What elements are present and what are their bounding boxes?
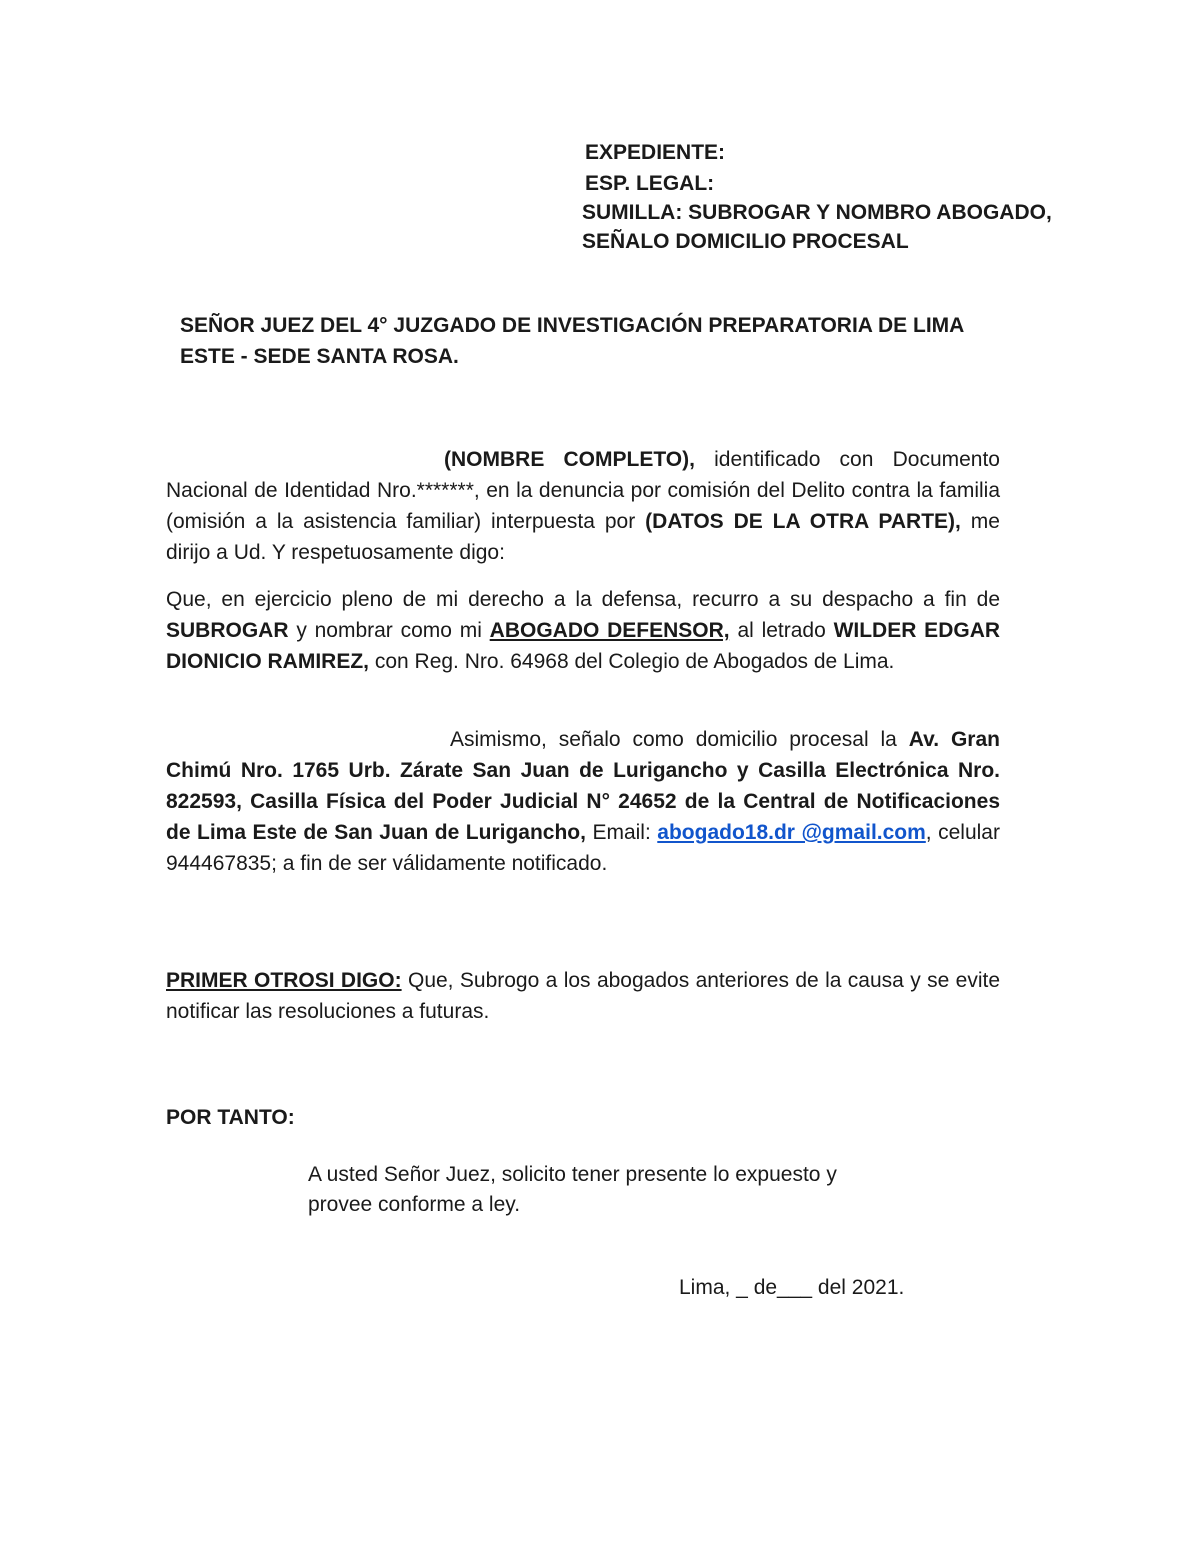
client-name-placeholder: (NOMBRE COMPLETO),	[444, 448, 695, 471]
sumilla-line-2: SEÑALO DOMICILIO PROCESAL	[582, 230, 909, 253]
sumilla-line-1: SUMILLA: SUBROGAR Y NOMBRO ABOGADO,	[582, 201, 1052, 224]
p2-text-3: al letrado	[737, 619, 826, 642]
p3-text-3: , celular 944467835; a fin de ser válidamente notificado.	[166, 821, 1000, 875]
lawyer-name: WILDER EDGAR DIONICIO RAMIREZ,	[166, 619, 1001, 673]
abogado-defensor-term: ABOGADO DEFENSOR,	[489, 619, 730, 642]
por-tanto-heading: POR TANTO:	[166, 1106, 295, 1129]
otrosi-text: Que, Subrogo a los abogados anteriores de la causa y se evite notificar las resoluciones a futuras.	[166, 969, 1000, 1023]
p2-text-2: y nombrar como mi	[296, 619, 482, 642]
closing-line-2: provee conforme a ley.	[308, 1193, 521, 1216]
intro-text-1: identificado con Documento Nacional de Identidad Nro.*******, en la denuncia por comisión del Delito contra la familia (omisión a la asistencia familiar) interpuesta por	[166, 448, 1000, 533]
p2-text-4: con Reg. Nro. 64968 del Colegio de Abogados de Lima.	[374, 650, 895, 673]
p3-text-2: Email:	[592, 821, 651, 844]
otrosi-paragraph	[166, 965, 1000, 1027]
other-party-placeholder: (DATOS DE LA OTRA PARTE),	[645, 510, 961, 533]
intro-paragraph	[166, 444, 1000, 568]
email-link[interactable]: abogado18.dr @gmail.com	[657, 821, 926, 844]
subrogation-paragraph	[166, 584, 1000, 677]
expediente-label: EXPEDIENTE:	[585, 141, 726, 164]
intro-text-2: me dirijo a Ud. Y respetuosamente digo:	[166, 510, 1000, 564]
addressee-heading: SEÑOR JUEZ DEL 4° JUZGADO DE INVESTIGACIÓN PREPARATORIA DE LIMA ESTE - SEDE SANTA ROSA.	[180, 314, 964, 368]
subrogar-term: SUBROGAR	[166, 619, 289, 642]
p3-text-1: Asimismo, señalo como domicilio procesal la	[450, 728, 897, 751]
otrosi-label: PRIMER OTROSI DIGO:	[166, 969, 402, 992]
esp-legal-label: ESP. LEGAL:	[585, 172, 715, 195]
p2-text-1: Que, en ejercicio pleno de mi derecho a la defensa, recurro a su despacho a fin de	[166, 588, 1000, 611]
closing-line-1: A usted Señor Juez, solicito tener presente lo expuesto y	[308, 1163, 837, 1186]
date-line: Lima, _ de___ del 2021.	[679, 1276, 905, 1299]
procedural-address: Av. Gran Chimú Nro. 1765 Urb. Zárate San Juan de Lurigancho y Casilla Electrónica Nro. 822593, Casilla Física del Poder Judicial N° 24652 de la Central de Notificaciones de Lima Este de San Juan de Lurigancho,	[166, 728, 1000, 844]
domicile-paragraph	[166, 724, 1000, 879]
